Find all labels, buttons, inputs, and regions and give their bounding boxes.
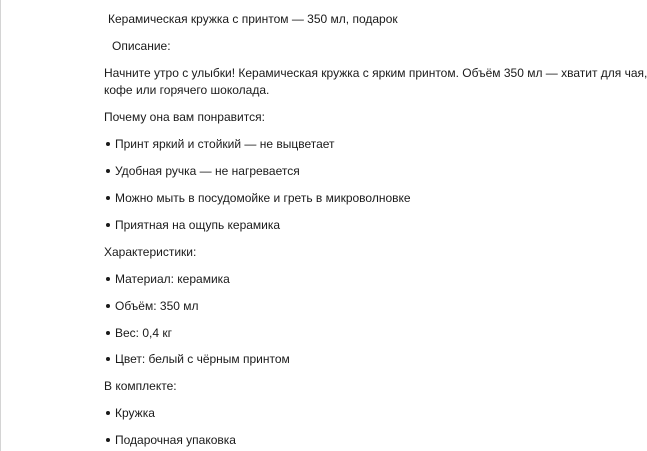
specs-list-item: Цвет: белый с чёрным принтом [104,352,290,367]
specs-list-item: Вес: 0,4 кг [104,326,172,341]
why-list-item: Приятная на ощупь керамика [104,218,280,233]
bullet-icon [106,169,110,173]
kit-list-item: Кружка [104,406,155,421]
product-title: Керамическая кружка с принтом — 350 мл, подарок [108,12,398,26]
bullet-icon [106,223,110,227]
why-list-item: Удобная ручка — не нагревается [104,164,300,179]
why-heading: Почему она вам понравится: [104,110,265,124]
bullet-icon [106,277,110,281]
specs-list-item: Материал: керамика [104,272,230,287]
bullet-icon [106,331,110,335]
bullet-icon [106,142,110,146]
why-list-item: Можно мыть в посудомойке и греть в микроволновке [104,191,411,206]
kit-list-item: Подарочная упаковка [104,433,236,448]
bullet-icon [106,438,110,442]
bullet-icon [106,357,110,361]
bullet-icon [106,196,110,200]
specs-list-item: Объём: 350 мл [104,299,199,314]
specs-heading: Характеристики: [104,245,197,259]
kit-heading: В комплекте: [104,379,177,393]
intro-text-line-1: Начните утро с улыбки! Керамическая кружка с ярким принтом. Объём 350 мл — хватит для чая, [104,66,647,80]
why-list-item: Принт яркий и стойкий — не выцветает [104,137,335,152]
description-heading: Описание: [112,39,171,53]
intro-text-line-2: кофе или горячего шоколада. [104,83,270,97]
bullet-icon [106,411,110,415]
bullet-icon [106,304,110,308]
